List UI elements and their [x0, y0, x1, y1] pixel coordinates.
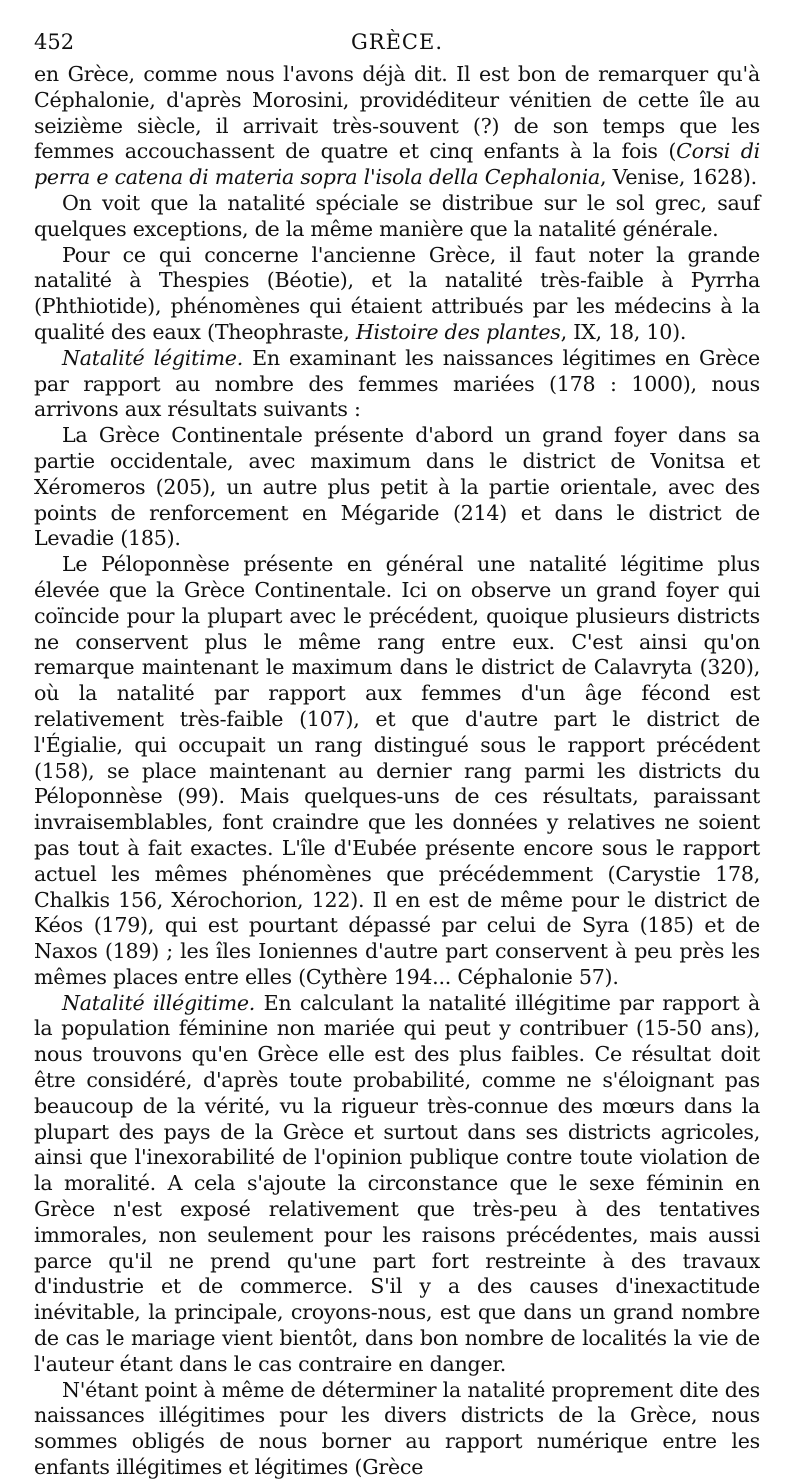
- section-runin-heading: Natalité illégitime.: [62, 990, 256, 1015]
- cited-work-title: Corsi di perra e catena di materia sopra l'isola della Cephalonia: [34, 139, 760, 190]
- running-title: GRÈCE.: [351, 30, 443, 54]
- paragraph-special-natality: On voit que la natalité spéciale se distribue sur le sol grec, sauf quelques exceptions, de la même manière que la natalité générale.: [34, 190, 760, 241]
- paragraph-continental-greece: La Grèce Continentale présente d'abord un grand foyer dans sa partie occidentale, avec maximum dans le district de Vonitsa et Xéromeros (205), un autre plus petit à la partie orientale, avec des points de renforcement en Mégaride (214) et dans le district de Levadie (185).: [34, 423, 760, 551]
- section-runin-heading: Natalité légitime.: [62, 345, 243, 370]
- page-header: [34, 30, 760, 56]
- paragraph-peloponnese: Le Péloponnèse présente en général une natalité légitime plus élevée que la Grèce Continentale. Ici on observe un grand foyer qui coïncide pour la plupart avec le précédent, quoique plusieurs districts ne conservent plus le même rang entre eux. C'est ainsi qu'on remarque maintenant le maximum dans le district de Calavryta (320), où la natalité par rapport aux femmes d'un âge fécond est relativement très-faible (107), et que d'autre part le district de l'Égialie, qui occupait un rang distingué sous le rapport précédent (158), se place maintenant au dernier rang parmi les districts du Péloponnèse (99). Mais quelques-uns de ces résultats, paraissant invraisemblables, font craindre que les données y relatives ne soient pas tout à fait exactes. L'île d'Eubée présente encore sous le rapport actuel les mêmes phénomènes que précédemment (Carystie 178, Chalkis 156, Xérochorion, 122). Il en est de même pour le district de Kéos (179), qui est pourtant dépassé par celui de Syra (185) et de Naxos (189) ; les îles Ioniennes d'autre part conservent à peu près les mêmes places entre elles (Cythère 194... Céphalonie 57).: [34, 552, 760, 989]
- cited-work-title: Histoire des plantes: [355, 319, 561, 344]
- paragraph-illegitimate-natality: Natalité illégitime. En calculant la natalité illégitime par rapport à la population féminine non mariée qui peut y contribuer (15-50 ans), nous trouvons qu'en Grèce elle est des plus faibles. Ce résultat doit être considéré, d'après toute probabilité, comme ne s'éloignant pas beaucoup de la vérité, vu la rigueur très-connue des mœurs dans la plupart des pays de la Grèce et surtout dans ses districts agricoles, ainsi que l'inexorabilité de l'opinion publique contre toute violation de la moralité. A cela s'ajoute la circonstance que le sexe féminin en Grèce n'est exposé relativement que très-peu à des tentatives immorales, non seulement pour les raisons précédentes, mais aussi parce qu'il ne prend qu'une part fort restreinte à des travaux d'industrie et de commerce. S'il y a des causes d'inexactitude inévitable, la principale, croyons-nous, est que dans un grand nombre de cas le mariage vient bientôt, dans bon nombre de localités la vie de l'auteur étant dans le cas contraire en danger.: [34, 990, 761, 1376]
- paragraph-ancient-greece: Pour ce qui concerne l'ancienne Grèce, il faut noter la grande natalité à Thespies (Béotie), et la natalité très-faible à Pyrrha (Phthiotide), phénomènes qui étaient attribués par les médecins à la qualité des eaux (Theophraste, Histoire des plantes, IX, 18, 10).: [34, 242, 760, 344]
- paragraph-morosini: en Grèce, comme nous l'avons déjà dit. Il est bon de remarquer qu'à Céphalonie, d'après Morosini, providéditeur vénitien de cette île au seizième siècle, il arrivait très-souvent (?) de son temps que les femmes accouchassent de quatre et cinq enfants à la fois (Corsi di perra e catena di materia sopra l'isola della Cephalonia, Venise, 1628).: [34, 62, 760, 190]
- page-number: 452: [34, 30, 75, 54]
- paragraph-illegitimate-ratio: N'étant point à même de déterminer la natalité proprement dite des naissances illégitimes pour les divers districts de la Grèce, nous sommes obligés de nous borner au rapport numérique entre les enfants illégitimes et légitimes (Grèce: [34, 1377, 760, 1480]
- body-text: [34, 62, 760, 1481]
- paragraph-legitimate-natality: Natalité légitime. En examinant les naissances légitimes en Grèce par rapport au nombre des femmes mariées (178 : 1000), nous arrivons aux résultats suivants :: [34, 345, 760, 422]
